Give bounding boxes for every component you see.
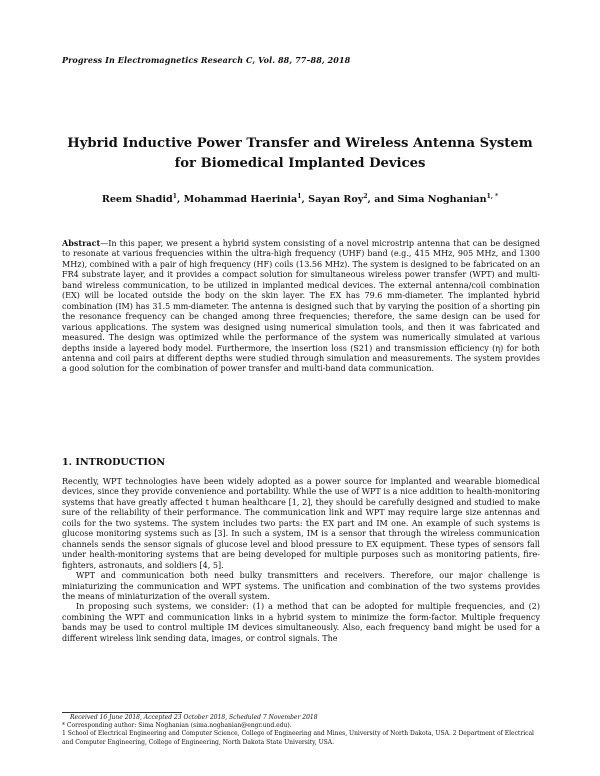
title-line-1: Hybrid Inductive Power Transfer and Wireless Antenna System xyxy=(67,136,533,151)
paragraph: WPT and communication both need bulky transmitters and receivers. Therefore, our major challenge is miniaturizing the communication and WPT systems. The unification and combination of the two systems provides the means of miniaturization of the overall system. xyxy=(62,571,540,601)
author-affiliation: 2 xyxy=(363,193,368,200)
received-dates: Received 16 June 2018, Accepted 23 October 2018, Scheduled 7 November 2018 xyxy=(70,714,318,721)
title-line-2: for Biomedical Implanted Devices xyxy=(174,156,426,171)
abstract-label: Abstract xyxy=(62,238,101,248)
author-name: Sayan Roy xyxy=(308,194,364,206)
paragraph: Recently, WPT technologies have been widely adopted as a power source for implanted and wearable biomedical devices, since they provide convenience and portability. While the use of WPT is a nice addition to health-monitoring systems that have greatly affected t human healthcare [1, 2], they should be carefully designed and studied to make sure of the reliability of their performance. The communication link and WPT may require large size antennas and coils for the two systems. The system includes two parts: the EX part and IM one. An example of such systems is glucose monitoring systems such as [3]. In such a system, IM is a sensor that through the wireless communication channels sends the sensor signals of glucose level and blood pressure to EX equipment. These types of sensors fall under health-monitoring systems that are being developed for multiple purposes such as monitoring patients, fire-fighters, astronauts, and soldiers [4, 5]. xyxy=(62,477,540,570)
introduction-body xyxy=(62,477,540,644)
paragraph: In proposing such systems, we consider: (1) a method that can be adopted for multiple frequencies, and (2) combining the WPT and communication links in a hybrid system to minimize the form-factor. Multiple frequency bands may be used to control multiple IM devices simultaneously. Also, each frequency band might be used for a different wireless link sending data, images, or control signals. The xyxy=(62,602,540,643)
author-affiliation: 1, * xyxy=(486,193,499,200)
footnotes xyxy=(62,714,540,747)
author-affiliation: 1 xyxy=(172,193,177,200)
journal-header: Progress In Electromagnetics Research C, Vol. 88, 77–88, 2018 xyxy=(62,55,351,65)
paper-title xyxy=(60,134,540,174)
abstract-text: —In this paper, we present a hybrid system consisting of a novel microstrip antenna that can be designed to resonate at various frequencies within the ultra-high frequency (UHF) band (e.g., 415 MHz, 905 MHz, and 1300 MHz), combined with a pair of high frequency (HF) coils (13.56 MHz). The system is designed to be fabricated on an FR4 substrate layer, and it provides a compact solution for simultaneous wireless power transfer (WPT) and multi-band wireless communication, to be utilized in implanted medical devices. The external antenna/coil combination (EX) will be located outside the body on the skin layer. The EX has 79.6 mm-diameter. The implanted hybrid combination (IM) has 31.5 mm-diameter. The antenna is designed such that by varying the position of a shorting pin the resonance frequency can be changed among three frequencies; therefore, the same design can be used for various applications. The system was designed using numerical simulation tools, and then it was fabricated and measured. The design was optimized while the performance of the system was numerically simulated at various depths inside a layered body model. Furthermore, the insertion loss (S21) and transmission efficiency (η) for both antenna and coil pairs at different depths were studied through simulation and measurements. The system provides a good solution for the combination of power transfer and multi-band data communication. xyxy=(62,239,541,374)
author-affiliation: 1 xyxy=(297,193,302,200)
affiliations: 1 School of Electrical Engineering and Computer Science, College of Engineering and Mines, University of North Dakota, USA. 2 Department of Electrical and Computer Engineering, College of Engineering, North Dakota State University, USA. xyxy=(62,730,534,746)
author-list: Reem Shadid$^1$, Mohammad Haerinia$^1$, Sayan Roy$^2$, and Sima Noghanian$^{1, *}$ xyxy=(101,193,499,206)
author-name: Mohammad Haerinia xyxy=(183,194,298,206)
section-heading-introduction: 1. INTRODUCTION xyxy=(62,457,166,468)
corresponding-author: * Corresponding author: Sima Noghanian (sima.noghanian@engr.und.edu). xyxy=(62,722,292,730)
author-name: Reem Shadid xyxy=(101,194,173,206)
abstract xyxy=(62,238,540,375)
author-name: Sima Noghanian xyxy=(397,194,487,206)
footnote-divider xyxy=(62,712,182,713)
